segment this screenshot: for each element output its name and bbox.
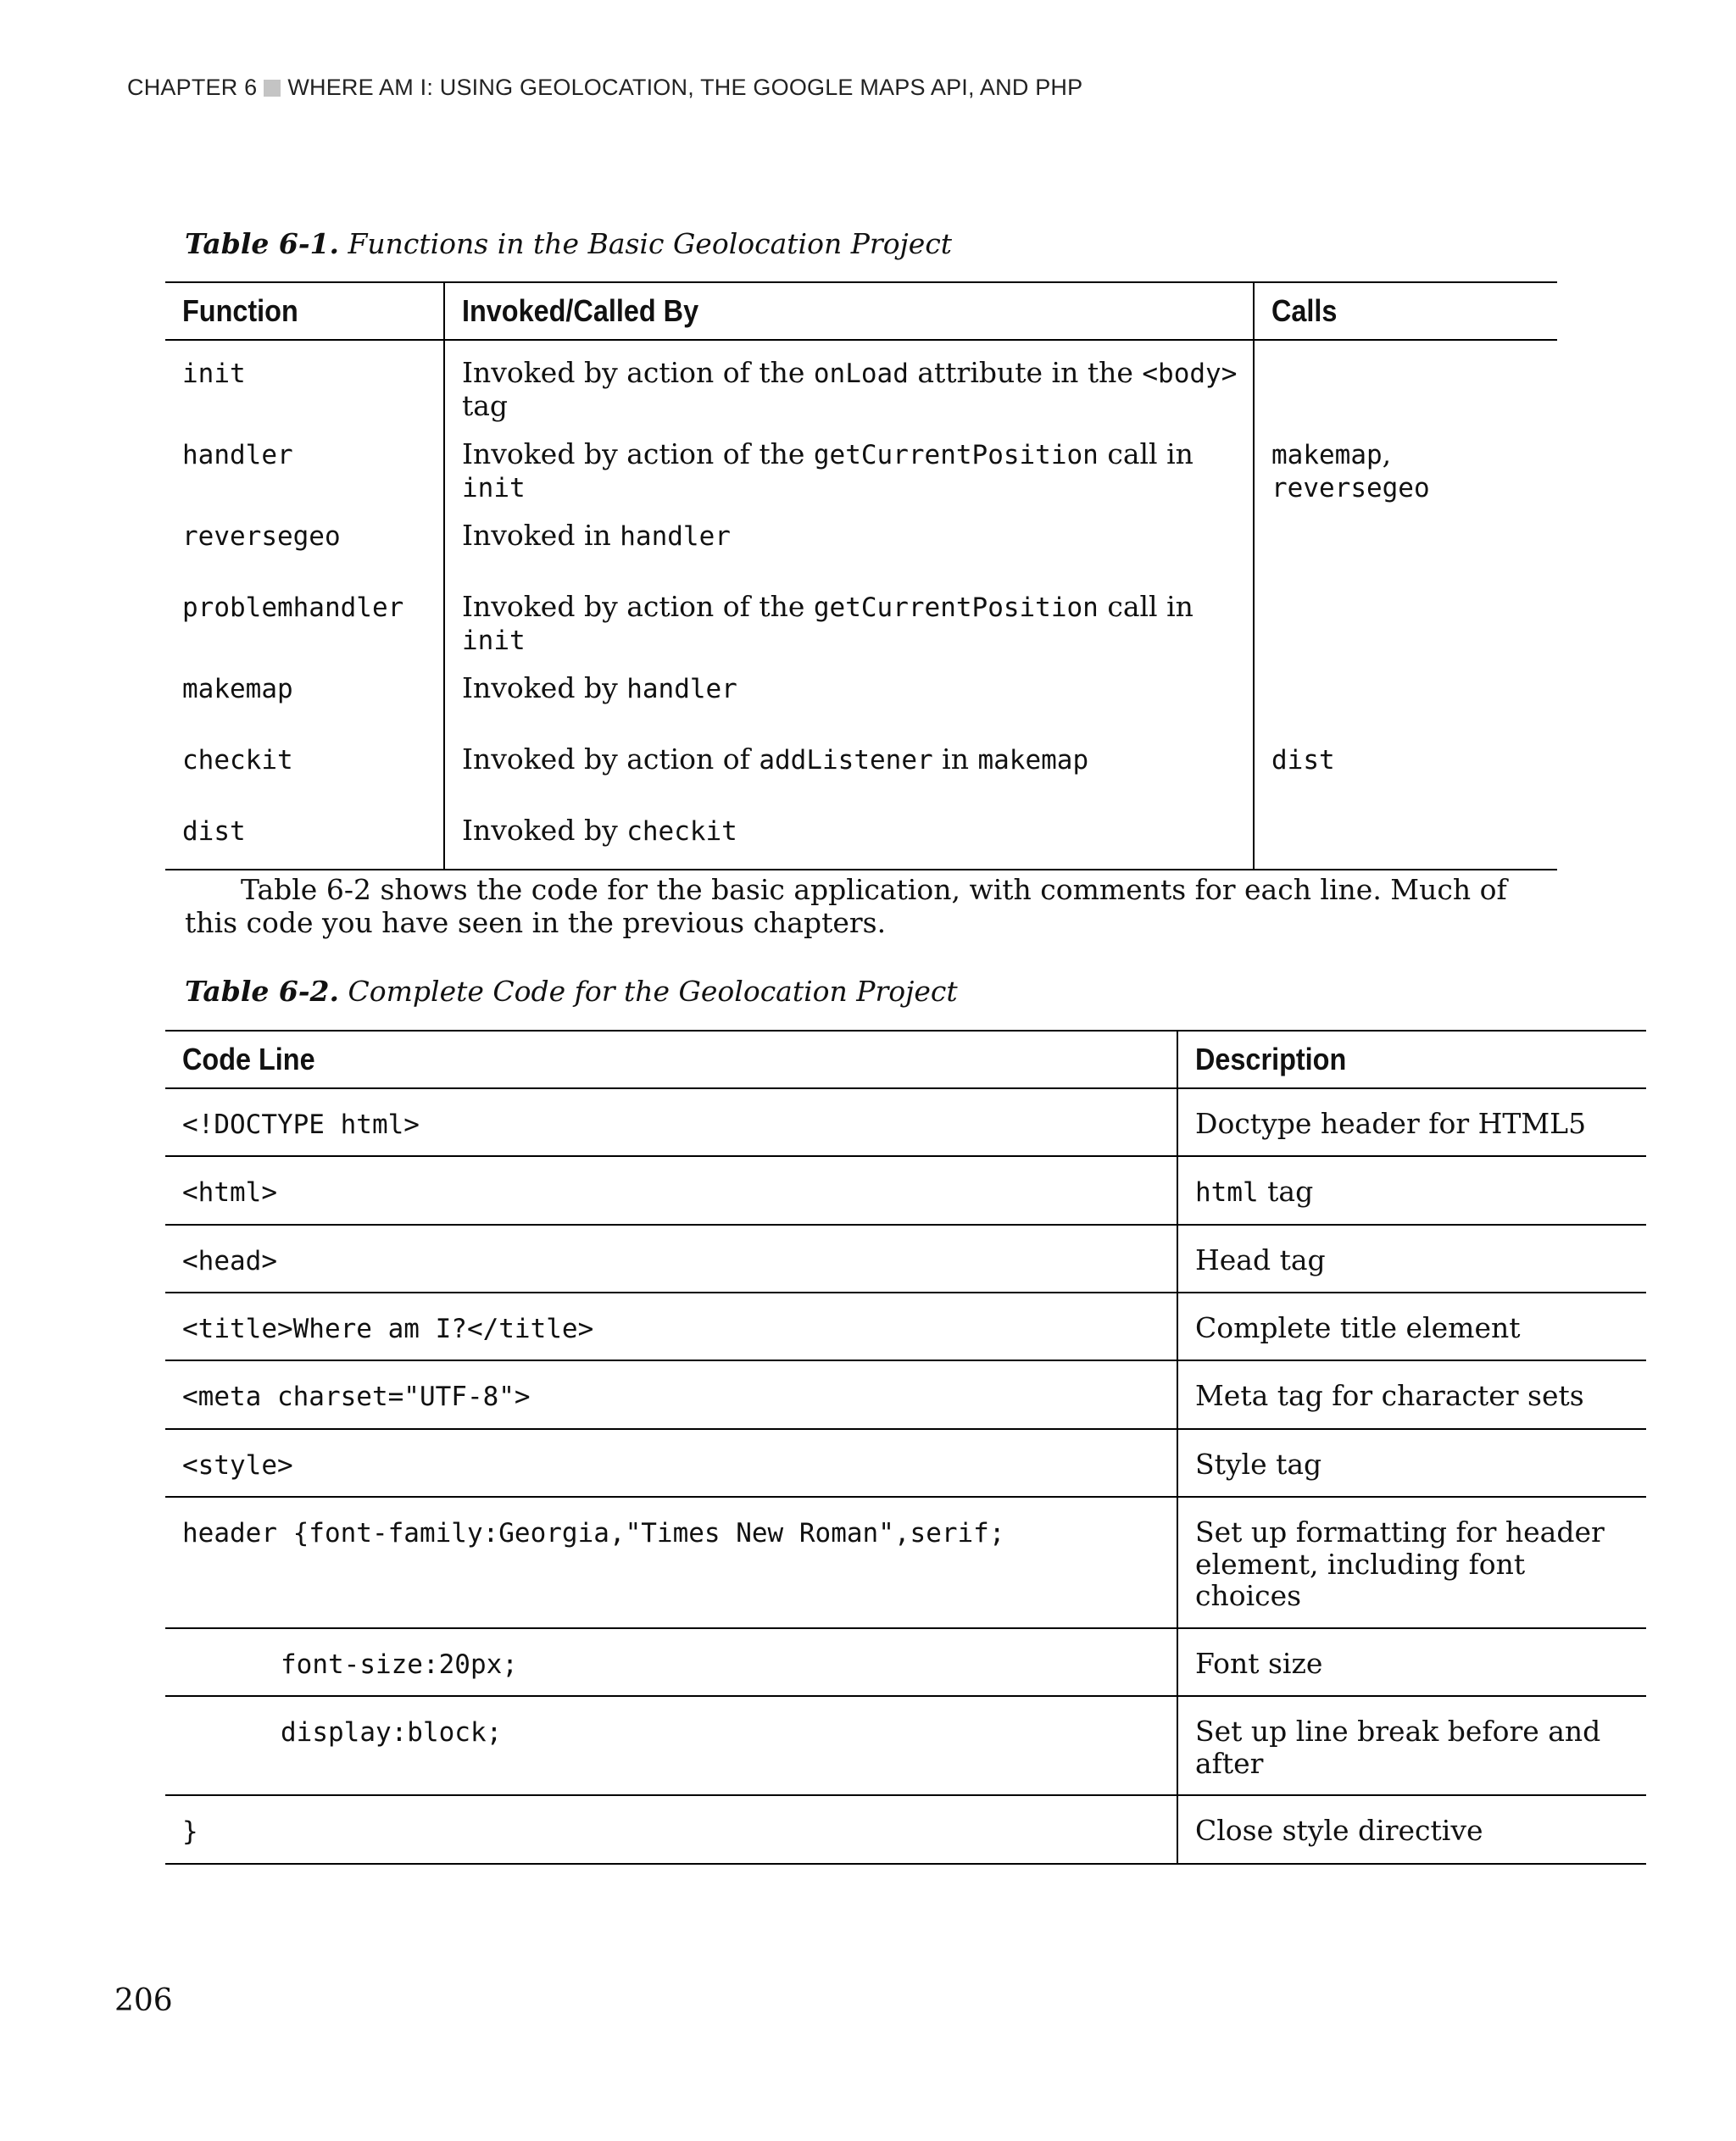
code-line: <head> [182, 1245, 277, 1276]
square-bullet-icon [264, 80, 281, 97]
code-line-cell [165, 1628, 1177, 1696]
column-header-code-line: Code Line [165, 1031, 1177, 1088]
text-run: tag [462, 389, 509, 422]
body-paragraph [185, 873, 1524, 939]
table1-caption [185, 227, 952, 260]
calls-cell [1254, 575, 1557, 656]
inline-code: getCurrentPosition [813, 592, 1099, 623]
table-header-row [165, 282, 1557, 340]
text-run: Complete title element [1195, 1310, 1521, 1344]
function-name-cell [165, 340, 444, 422]
text-run: attribute in the [908, 356, 1143, 389]
table2-caption-label: Table 6-2. [185, 975, 339, 1008]
invoked-by-cell [444, 727, 1254, 798]
inline-code: makemap [1271, 440, 1383, 470]
code-line-cell [165, 1360, 1177, 1428]
paragraph-text: Table 6-2 shows the code for the basic application, with comments for each line. Much of this code you have seen in the previous chapters. [185, 873, 1507, 939]
column-header-invoked: Invoked/Called By [444, 282, 1254, 340]
inline-code: handler [620, 521, 731, 552]
inline-code: addListener [759, 745, 933, 776]
table-row [165, 727, 1557, 798]
text-run: call in [1098, 437, 1194, 470]
table-row [165, 422, 1557, 503]
text-run: Invoked by [462, 671, 627, 704]
inline-code: checkit [626, 816, 737, 847]
invoked-by-cell [444, 575, 1254, 656]
inline-code: onLoad [813, 359, 909, 389]
text-run: Meta tag for character sets [1195, 1379, 1584, 1413]
text-run: Invoked by [462, 814, 627, 847]
inline-code: <body> [1142, 359, 1238, 389]
code-line-cell [165, 1429, 1177, 1497]
table-row [165, 1429, 1646, 1497]
code-line-cell [165, 1225, 1177, 1293]
page-number: 206 [114, 1983, 173, 2018]
description-cell [1177, 1225, 1646, 1293]
column-header-description: Description [1177, 1031, 1646, 1088]
code-line: } [182, 1816, 198, 1848]
code-line: font-size:20px; [281, 1649, 518, 1680]
calls-cell [1254, 422, 1557, 503]
description-cell [1177, 1628, 1646, 1696]
text-run: tag [1258, 1175, 1314, 1209]
invoked-by-cell [444, 422, 1254, 503]
text-run: Invoked in [462, 519, 620, 552]
table-row [165, 1293, 1646, 1360]
code-line: <meta charset="UTF-8"> [182, 1382, 531, 1413]
table-header-row [165, 1031, 1646, 1088]
inline-code: dist [1271, 745, 1335, 776]
running-head [127, 75, 1082, 101]
column-header-calls: Calls [1254, 282, 1557, 340]
code-line-cell [165, 1293, 1177, 1360]
code-line: header {font-family:Georgia,"Times New Roman",serif; [182, 1517, 1005, 1549]
inline-code: init [462, 626, 526, 656]
invoked-by-cell [444, 340, 1254, 422]
table-row [165, 1696, 1646, 1795]
chapter-label: CHAPTER 6 [127, 75, 258, 100]
description-cell [1177, 1293, 1646, 1360]
function-name-cell [165, 422, 444, 503]
text-run: Invoked by action of the [462, 356, 814, 389]
code-line: display:block; [281, 1717, 503, 1749]
text-run: Set up formatting for header element, including font choices [1195, 1515, 1605, 1613]
function-name: init [182, 359, 246, 389]
invoked-by-cell [444, 656, 1254, 727]
text-run: Invoked by action of [462, 742, 760, 776]
text-run: , [1382, 437, 1392, 470]
invoked-by-cell [444, 503, 1254, 575]
function-name-cell [165, 798, 444, 870]
function-name: dist [182, 816, 246, 847]
table2-caption-text: Complete Code for the Geolocation Project [348, 975, 958, 1008]
description-cell [1177, 1429, 1646, 1497]
inline-code: init [462, 473, 526, 503]
code-line: <html> [182, 1177, 277, 1209]
table-row [165, 656, 1557, 727]
table1-caption-label: Table 6-1. [185, 227, 339, 260]
function-name-cell [165, 575, 444, 656]
code-line: <title>Where am I?</title> [182, 1313, 594, 1344]
text-run: call in [1098, 590, 1194, 623]
calls-cell [1254, 656, 1557, 727]
text-run: Invoked by action of the [462, 590, 814, 623]
description-cell [1177, 1795, 1646, 1863]
description-cell [1177, 1696, 1646, 1795]
function-name: makemap [182, 674, 293, 704]
function-name-cell [165, 503, 444, 575]
function-name-cell [165, 727, 444, 798]
calls-cell [1254, 798, 1557, 870]
code-line: <style> [182, 1449, 293, 1481]
code-line: <!DOCTYPE html> [182, 1109, 420, 1140]
code-line-cell [165, 1696, 1177, 1795]
text-run: Head tag [1195, 1243, 1326, 1276]
inline-code: reversegeo [1271, 473, 1430, 503]
code-table-body [165, 1088, 1646, 1864]
invoked-by-cell [444, 798, 1254, 870]
code-line-cell [165, 1156, 1177, 1224]
table2-caption [185, 975, 958, 1008]
code-table [165, 1030, 1646, 1865]
column-header-function: Function [165, 282, 444, 340]
description-cell [1177, 1088, 1646, 1156]
table-row [165, 575, 1557, 656]
table-row [165, 1088, 1646, 1156]
description-cell [1177, 1360, 1646, 1428]
function-name: reversegeo [182, 521, 341, 552]
function-name: checkit [182, 745, 293, 776]
inline-code: html [1195, 1177, 1259, 1209]
table-row [165, 1156, 1646, 1224]
text-run: Invoked by action of the [462, 437, 814, 470]
table-row [165, 1628, 1646, 1696]
text-run: Close style directive [1195, 1814, 1483, 1848]
table-row [165, 340, 1557, 422]
text-run: Doctype header for HTML5 [1195, 1107, 1587, 1140]
calls-cell [1254, 727, 1557, 798]
text-run: Style tag [1195, 1447, 1322, 1481]
function-name: handler [182, 440, 293, 470]
description-cell [1177, 1156, 1646, 1224]
calls-cell [1254, 503, 1557, 575]
code-line-cell [165, 1088, 1177, 1156]
inline-code: handler [626, 674, 737, 704]
inline-code: getCurrentPosition [813, 440, 1099, 470]
table1-caption-text: Functions in the Basic Geolocation Project [348, 227, 953, 260]
table-row [165, 1497, 1646, 1628]
description-cell [1177, 1497, 1646, 1628]
code-line-cell [165, 1497, 1177, 1628]
text-run: in [932, 742, 978, 776]
table-row [165, 798, 1557, 870]
functions-table-body [165, 340, 1557, 870]
chapter-title: WHERE AM I: USING GEOLOCATION, THE GOOGLE MAPS API, AND PHP [287, 75, 1083, 100]
text-run: Set up line break before and after [1195, 1715, 1601, 1780]
code-line-cell [165, 1795, 1177, 1863]
calls-cell [1254, 340, 1557, 422]
function-name-cell [165, 656, 444, 727]
functions-table [165, 281, 1557, 870]
inline-code: makemap [977, 745, 1089, 776]
text-run: Font size [1195, 1646, 1323, 1680]
table-row [165, 1225, 1646, 1293]
table-row [165, 503, 1557, 575]
table-row [165, 1360, 1646, 1428]
table-row [165, 1795, 1646, 1863]
function-name: problemhandler [182, 592, 404, 623]
